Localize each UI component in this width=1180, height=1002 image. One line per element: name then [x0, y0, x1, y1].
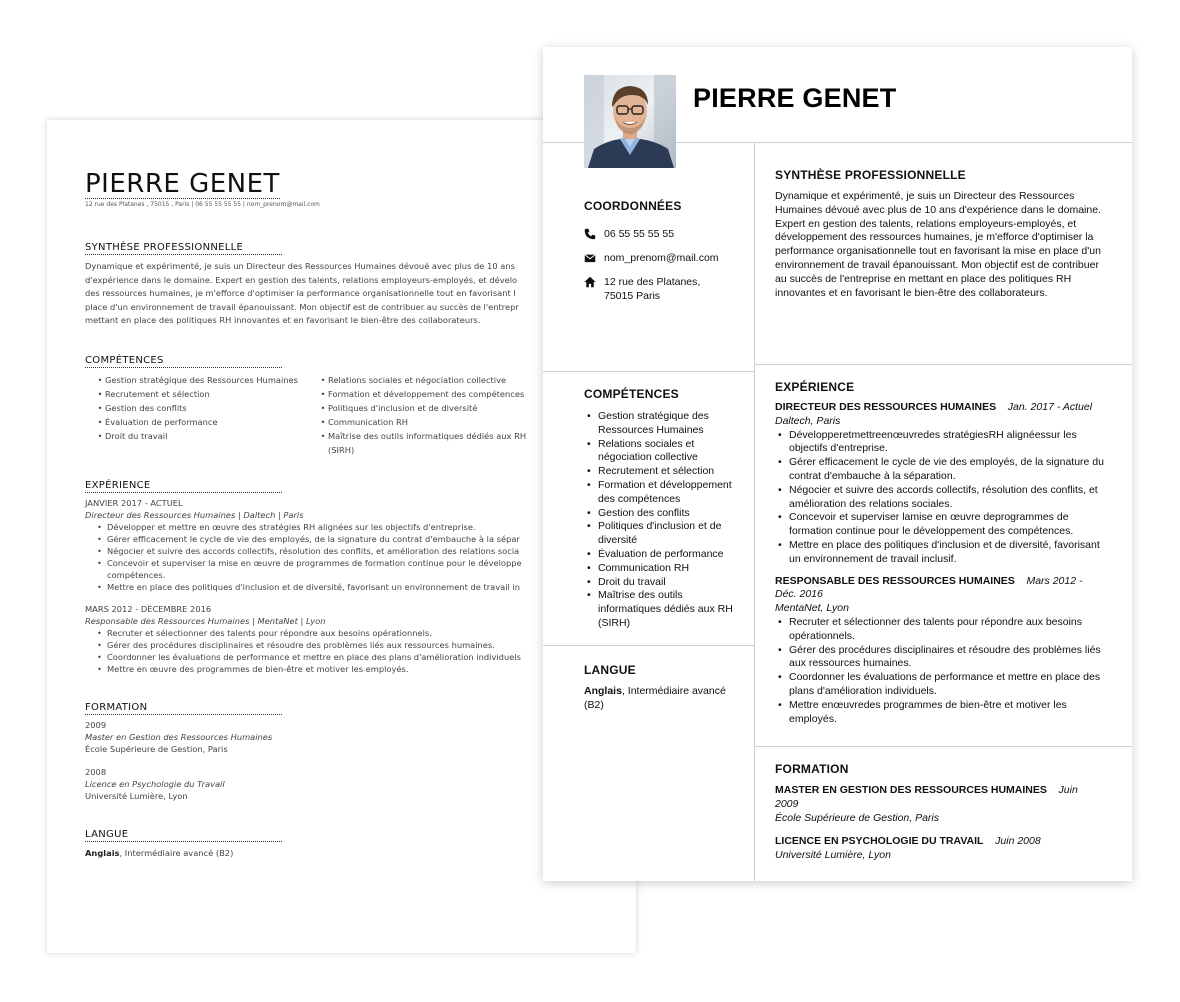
job-bullet: • Concevoir et superviser la mise en œuvre de programmes de formation continue pour le développe	[85, 557, 636, 569]
back-education-title: FORMATION	[85, 702, 282, 715]
job-bullet: • Mettre en œuvre des programmes de bien-être et motiver les employés.	[85, 663, 636, 675]
language-section	[584, 663, 744, 713]
skill-item: • Formation et développement des compétences	[320, 388, 525, 399]
list-item: • Concevoir et superviser lamise en œuvre deprogrammes de formation continue pour le développement des compétences.	[775, 511, 1115, 539]
list-item: • Politiques d'inclusion et de diversité	[584, 520, 749, 548]
back-skills-title: COMPÉTENCES	[85, 355, 282, 368]
summary-line: innovantes et en favorisant le bien-être des collaborateurs.	[775, 286, 1048, 299]
summary-line: performance organisationnelle tout en favorisant la mise en place d'un	[775, 245, 1101, 258]
experience-section	[775, 380, 1115, 726]
skill-item: • Maîtrise des outils informatiques dédiés aux RH	[320, 430, 527, 441]
job-2-bullets	[775, 616, 1115, 726]
list-item: • Formation et développement des compétences	[584, 479, 749, 507]
back-summary-title: SYNTHÈSE PROFESSIONNELLE	[85, 242, 282, 255]
right-divider-2	[755, 746, 1132, 747]
front-resume-page	[543, 47, 1132, 881]
skill-item: • Évaluation de performance	[97, 416, 218, 427]
back-language: Anglais, Intermédiaire avancé (B2)	[85, 847, 234, 858]
summary-text	[775, 190, 1115, 300]
phone-row	[584, 227, 744, 241]
right-divider-1	[755, 364, 1132, 365]
contact-title: COORDONNÉES	[584, 199, 682, 213]
skills-list	[584, 410, 749, 631]
list-item: • Coordonner les évaluations de performance et mettre en place des plans d'amélioration individuels.	[775, 671, 1115, 699]
skill-item: • Communication RH	[320, 416, 409, 427]
job-bullet: • Gérer efficacement le cycle de vie des employés, de la signature du contrat d'embauche à la sépar	[85, 533, 636, 545]
list-item: • Communication RH	[584, 562, 749, 576]
skill-item: • Gestion stratégique des Ressources Humaines	[97, 374, 298, 385]
email-row	[584, 251, 744, 265]
list-item: • Gérer des procédures disciplinaires et résoudre des problèmes liés aux ressources humaines.	[775, 644, 1115, 672]
skill-item: • Gestion des conflits	[97, 402, 187, 413]
list-item: • Recruter et sélectionner des talents pour répondre aux besoins opérationnels.	[775, 616, 1115, 644]
back-name: PIERRE GENET	[85, 169, 280, 199]
job-bullet: • Recruter et sélectionner des talents pour répondre aux besoins opérationnels.	[85, 627, 636, 639]
education-year: 2009	[85, 719, 107, 730]
language-text: Anglais, Intermédiaire avancé (B2)	[584, 685, 726, 711]
language-title: LANGUE	[584, 663, 636, 677]
phone-icon	[584, 228, 596, 240]
list-item: • Gestion des conflits	[584, 507, 749, 521]
education-school: Université Lumière, Lyon	[85, 790, 188, 801]
job-1-header: DIRECTEUR DES RESSOURCES HUMAINES Jan. 2017 - Actuel Daltech, Paris	[775, 401, 1093, 427]
skill-item: • Politiques d'inclusion et de diversité	[320, 402, 478, 413]
summary-line: d'expérience dans le domaine. Expert en gestion des talents, relations employeurs-employés, et dévelo	[85, 274, 518, 285]
summary-title: SYNTHÈSE PROFESSIONNELLE	[775, 168, 966, 182]
list-item: • Mettre en place des politiques d'inclusion et de diversité, favorisant un environnement de travail inclusif.	[775, 539, 1115, 567]
address-row	[584, 275, 744, 303]
list-item: • Mettre enœuvredes programmes de bien-être et motiver les employés.	[775, 699, 1115, 727]
envelope-icon	[584, 252, 596, 264]
job-role: Responsable des Ressources Humaines | MentaNet | Lyon	[85, 615, 326, 626]
summary-line: Humaines dévoué avec plus de 10 ans d'expérience dans le domaine.	[775, 203, 1101, 216]
job-dates: JANVIER 2017 - ACTUEL	[85, 497, 183, 508]
job-role: Directeur des Ressources Humaines | Daltech | Paris	[85, 509, 304, 520]
summary-line: des ressources humaines, je m'efforce d'optimiser la performance organisationnelle tout en favorisant l	[85, 288, 516, 298]
address-line-1: 12 rue des Platanes,	[604, 276, 701, 288]
job-dates: MARS 2012 - DÉCEMBRE 2016	[85, 603, 212, 614]
list-item: • Maîtrise des outils informatiques dédiés aux RH (SIRH)	[584, 589, 749, 630]
summary-line: environnement de travail épanouissant. Mon objectif est de contribuer	[775, 258, 1099, 271]
back-experience-title: EXPÉRIENCE	[85, 480, 282, 493]
skill-item: • Relations sociales et négociation collective	[320, 374, 507, 385]
back-language-title: LANGUE	[85, 829, 282, 842]
skills-section	[584, 387, 749, 631]
left-divider-2	[543, 645, 754, 646]
address-line-2: 75015 Paris	[604, 290, 661, 302]
list-item: • Recrutement et sélection	[584, 465, 749, 479]
summary-section	[775, 168, 1115, 300]
list-item: • Évaluation de performance	[584, 548, 749, 562]
job-bullet: compétences.	[107, 569, 166, 580]
email-text: nom_prenom@mail.com	[604, 252, 719, 264]
job-2-header: RESPONSABLE DES RESSOURCES HUMAINES Mars 2012 - Déc. 2016 MentaNet, Lyon	[775, 574, 1083, 615]
job-1-bullets	[775, 429, 1115, 567]
contact-section	[584, 199, 744, 303]
skill-item: (SIRH)	[328, 444, 355, 455]
summary-line: Dynamique et expérimenté, je suis un Directeur des Ressources Humaines dévoué avec plus de 10 ans	[85, 261, 515, 271]
list-item: • Droit du travail	[584, 576, 749, 590]
front-name: PIERRE GENET	[693, 83, 897, 113]
job-bullet: • Gérer des procédures disciplinaires et résoudre des problèmes liés aux ressources humaines.	[85, 639, 636, 651]
job-bullet: • Négocier et suivre des accords collectifs, résolution des conflits, et amélioration des relations socia	[85, 545, 636, 557]
experience-title: EXPÉRIENCE	[775, 380, 855, 394]
education-degree: Licence en Psychologie du Travail	[85, 778, 225, 789]
job-bullet: • Développer et mettre en œuvre des stratégies RH alignées sur les objectifs d'entreprise.	[85, 521, 636, 533]
list-item: • Développeretmettreenœuvredes stratégiesRH alignéessur les objectifs d'entreprise.	[775, 429, 1115, 457]
job-bullet: • Mettre en place des politiques d'inclusion et de diversité, favorisant un environnement de travail in	[85, 581, 636, 593]
skill-item: • Droit du travail	[97, 430, 168, 441]
list-item: • Gestion stratégique des Ressources Humaines	[584, 410, 749, 438]
back-contact: 12 rue des Platanes , 75015 , Paris | 06 55 55 55 55 | nom_prenom@mail.com	[85, 201, 320, 208]
front-column-divider	[754, 142, 755, 881]
skills-title: COMPÉTENCES	[584, 387, 679, 401]
summary-line: Expert en gestion des talents, relations employeurs-employés, et	[775, 217, 1077, 230]
education-title: FORMATION	[775, 762, 849, 776]
job-bullet: • Coordonner les évaluations de performance et mettre en place des plans d'amélioration individuels	[85, 651, 636, 663]
summary-line: mettant en place des politiques RH innovantes et en favorisant le bien-être des collaborateurs.	[85, 315, 481, 325]
phone-text: 06 55 55 55 55	[604, 228, 675, 240]
education-1: MASTER EN GESTION DES RESSOURCES HUMAINES Juin 2009 École Supérieure de Gestion, Paris	[775, 784, 1078, 824]
summary-line: place d'un environnement de travail épanouissant. Mon objectif est de contribuer au succès de l'entrepr	[85, 301, 519, 312]
education-degree: Master en Gestion des Ressources Humaines	[85, 731, 273, 742]
skill-item: • Recrutement et sélection	[97, 388, 210, 399]
left-divider-1	[543, 371, 754, 372]
education-year: 2008	[85, 766, 107, 777]
home-icon	[584, 276, 596, 288]
list-item: • Gérer efficacement le cycle de vie des employés, de la signature du contrat d'embauche à la séparation.	[775, 456, 1115, 484]
education-school: École Supérieure de Gestion, Paris	[85, 743, 228, 754]
profile-photo	[584, 75, 676, 168]
list-item: • Négocier et suivre des accords collectifs, résolution des conflits, et amélioration des relations sociales.	[775, 484, 1115, 512]
summary-line: Dynamique et expérimenté, je suis un Directeur des Ressources	[775, 190, 1075, 202]
education-2: LICENCE EN PSYCHOLOGIE DU TRAVAIL Juin 2008 Université Lumière, Lyon	[775, 835, 1041, 862]
summary-line: au succès de l'entreprise en mettant en place des politiques RH	[775, 272, 1072, 285]
list-item: • Relations sociales et négociation collective	[584, 438, 749, 466]
education-section	[775, 762, 1115, 863]
summary-line: développement des ressources humaines, je m'efforce d'optimiser la	[775, 231, 1094, 244]
